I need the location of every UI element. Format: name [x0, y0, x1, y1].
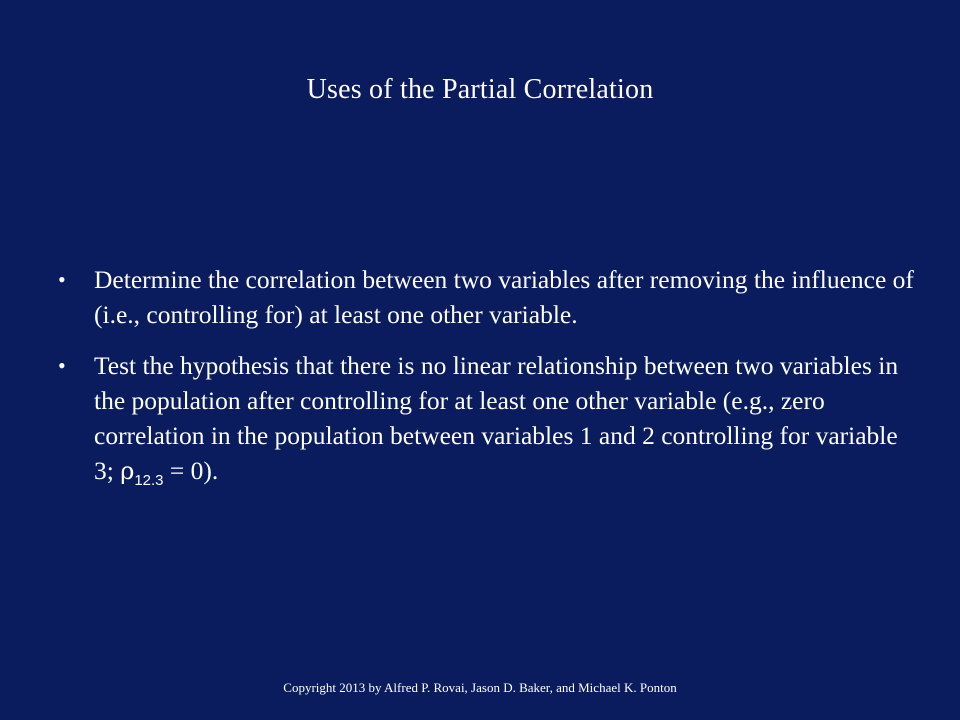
bullet-list — [58, 262, 918, 514]
slide-title: Uses of the Partial Correlation — [306, 74, 654, 105]
bullet-item-2 — [58, 348, 918, 498]
bullet-icon: • — [58, 267, 66, 292]
copyright-footer: Copyright 2013 by Alfred P. Rovai, Jason D. Baker, and Michael K. Ponton — [283, 680, 677, 695]
rho-symbol: ρ — [120, 457, 135, 485]
rho-subscript: 12.3 — [134, 472, 164, 489]
bullet-text-1: Determine the correlation between two variables after removing the influence of (i.e., controlling for) at least one other variable. — [94, 265, 914, 329]
bullet-icon: • — [58, 353, 66, 378]
bullet-text-2: Test the hypothesis that there is no linear relationship between two variables in the population after controlling for at least one other variable (e.g., zero correlation in the population between variables 1 and 2 controlling for variable 3; — [94, 351, 899, 485]
bullet-item-1 — [58, 262, 918, 332]
bullet-text-2-end: = 0). — [163, 456, 219, 485]
